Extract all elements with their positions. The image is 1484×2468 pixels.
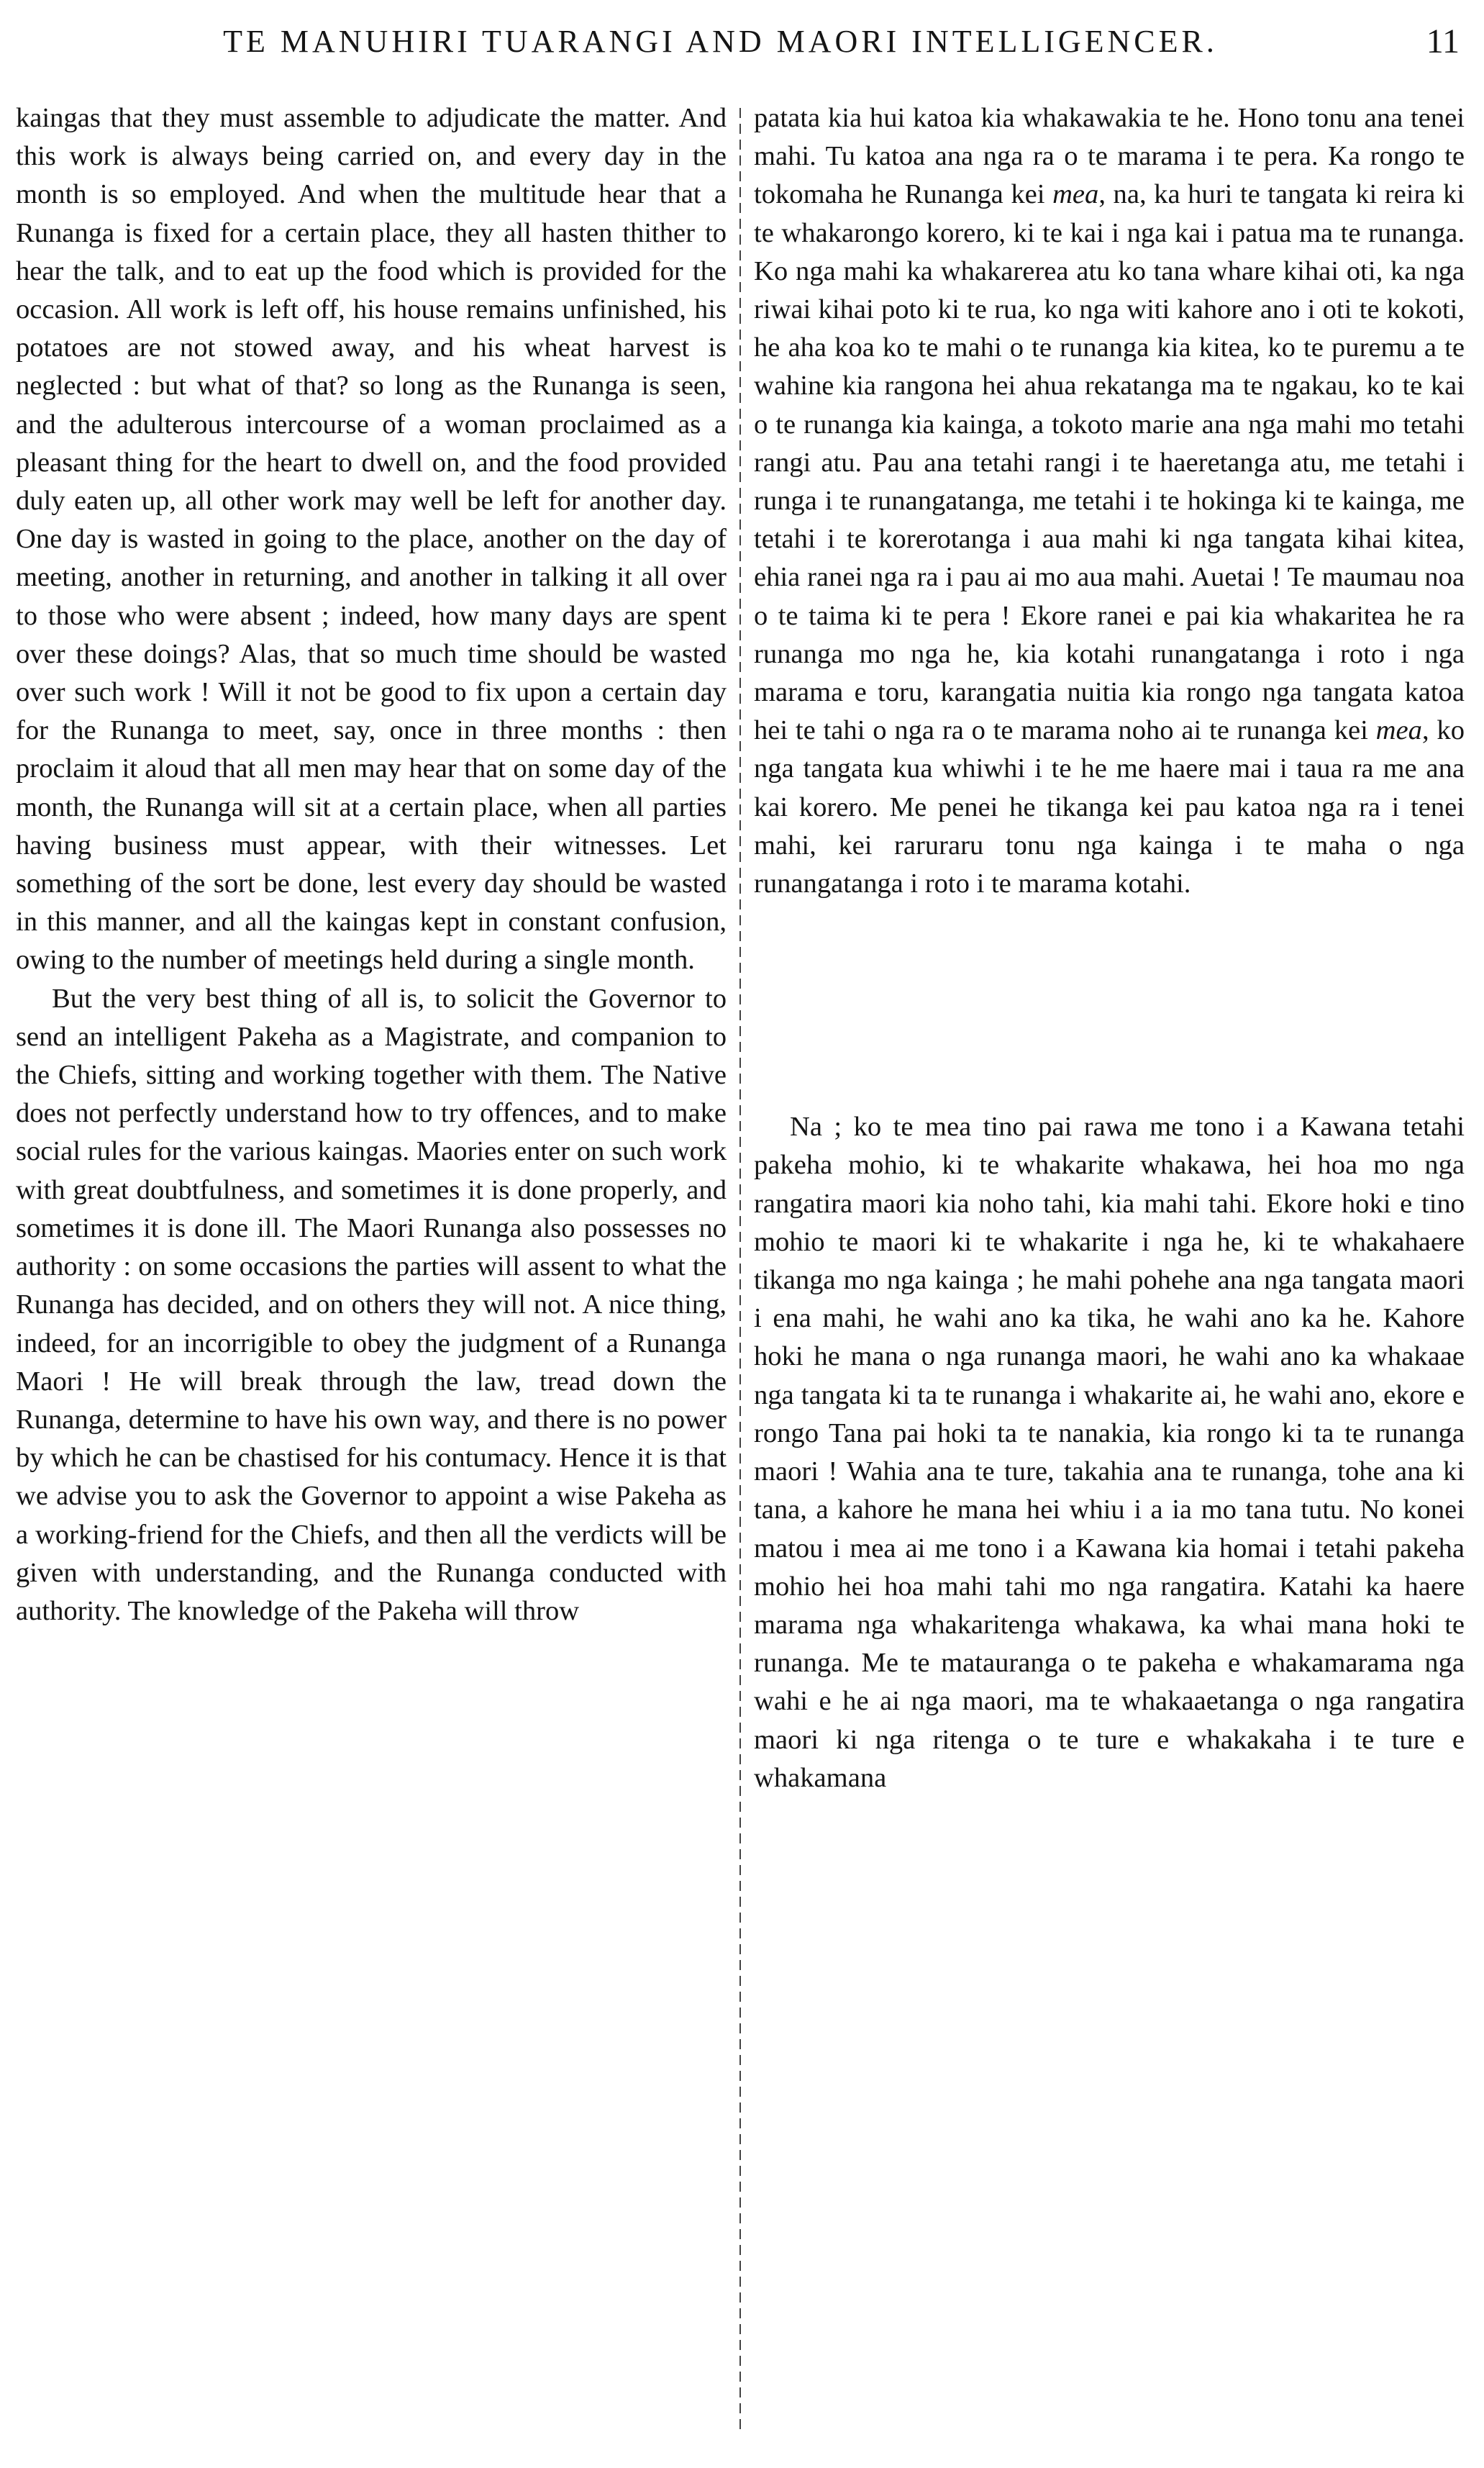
maori-text: , na, ka huri te tangata ki reira ki te whakarongo korero, ki te kai i nga kai i patua ma te runanga. Ko nga mahi ka whakarerea atu ko tana whare kihai oti, ka nga riwai kihai poto ki te rua, ko nga witi kahore ano i oti te kokoti, he aha koa ko te mahi o te runanga kia kitea, ko te puremu a te wahine kia rangona hei ahua rekatanga ma te ngakau, ko te kai o te runanga kia kainga, a tokoto marie ana nga mahi mo tetahi rangi atu. Pau ana tetahi rangi i te haeretanga atu, me tetahi i runga i te runangatanga, me tetahi i te hokinga ki te kainga, me tetahi i te korerotanga i aua mahi ki nga tangata kihai kitea, ehia ranei nga ra i pau ai mo aua mahi. Auetai ! Te maumau noa o te taima ki te pera ! Ekore ranei e pai kia whakaritea he ra runanga mo nga he, kia kotahi runangatanga i roto i nga marama e toru, karangatia nuitia kia rongo nga tangata katoa hei te tahi o nga ra o te marama noho ai te runanga kei xyxy=(754,179,1465,746)
english-column xyxy=(16,99,727,2459)
english-paragraph: But the very best thing of all is, to solicit the Governor to send an intelligent Pakeha as a Magistrate, and companion to the Chiefs, sitting and working together with them. The Native does not perfectly understand how to try offences, and to make social rules for the various kaingas. Maories enter on such work with great doubtfulness, and sometimes it is done properly, and sometimes it is done ill. The Maori Runanga also possesses no authority : on some occasions the parties will assent to what the Runanga has decided, and on others they will not. A nice thing, indeed, for an incorrigible to obey the judgment of a Runanga Maori ! He will break through the law, tread down the Runanga, determine to have his own way, and there is no power by which he can be chastised for his contumacy. Hence it is that we advise you to ask the Governor to appoint a wise Pakeha as a working-friend for the Chiefs, and then all the verdicts will be given with understanding, and the Runanga conducted with authority. The knowledge of the Pakeha will throw xyxy=(16,983,727,1626)
maori-paragraph: Na ; ko te mea tino pai rawa me tono i a Kawana tetahi pakeha mohio, ki te whakarite whakawa, hei hoa mo nga rangatira maori kia noho tahi, kia mahi tahi. Ekore hoki e tino mohio te maori ki te whakarite i nga he, ki te whakahaere tikanga mo nga kainga ; he mahi pohehe ana nga tangata maori i ena mahi, he wahi ano ka tika, he wahi ano ka he. Kahore hoki he mana o nga runanga maori, he wahi ano ka whakaae nga tangata ki ta te runanga i whakarite ai, he wahi ano, ekore e rongo Tana pai hoki ta te nanakia, kia rongo ki ta te runanga maori ! Wahia ana te ture, takahia ana te runanga, tohe ana ki tana, a kahore he mana hei whiu i a ia mo tana tutu. No konei matou i mea ai me tono i a Kawana kia homai i tetahi pakeha mohio hei hoa mahi tahi mo nga rangatira. Katahi ka haere marama nga whakaritenga whakawa, ka whai mana hoki te runanga. Me te matauranga o te pakeha e whakamarama nga wahi e he ai nga maori, ma te whakaaetanga o nga rangatira maori ki nga ritenga o te ture e whakakaha i te ture e whakamana xyxy=(754,1112,1465,1793)
maori-italic-text: mea xyxy=(1375,715,1422,746)
column-spacer xyxy=(754,903,1465,1108)
newspaper-title: TE MANUHIRI TUARANGI AND MAORI INTELLIGENCER. xyxy=(223,24,1218,59)
maori-italic-text: mea xyxy=(1052,179,1099,210)
maori-text: patata kia hui katoa kia whakawakia te he. Hono tonu ana tenei mahi. Tu katoa ana nga ra o te marama i te pera. Ka rongo te tokomaha he Runanga kei xyxy=(754,103,1465,210)
maori-text: , ko nga tangata kua whiwhi i te he me haere mai i taua ra me ana kai korero. Me penei he tikanga kei pau katoa nga ra i tenei mahi, kei raruraru tonu nga kainga i te maha o nga runangatanga i roto i te marama kotahi. xyxy=(754,715,1465,899)
maori-column xyxy=(754,99,1465,2459)
column-divider xyxy=(739,108,741,2432)
page-header xyxy=(0,0,1484,86)
english-paragraph: kaingas that they must assemble to adjudicate the matter. And this work is always being carried on, and every day in the month is so employed. And when the multitude hear that a Runanga is fixed for a certain place, they all hasten thither to hear the talk, and to eat up the food which is provided for the occasion. All work is left off, his house remains unfinished, his potatoes are not stowed away, and his wheat harvest is neglected : but what of that? so long as the Runanga is seen, and the adulterous intercourse of a woman proclaimed as a pleasant thing for the heart to dwell on, and the food provided duly eaten up, all other work may well be left for another day. One day is wasted in going to the place, another on the day of meeting, another in returning, and another in talking it all over to those who were absent ; indeed, how many days are spent over these doings? Alas, that so much time should be wasted over such work ! Will it not be good to fix upon a certain day for the Runanga to meet, say, once in three months : then proclaim it aloud that all men may hear that on some day of the month, the Runanga will sit at a certain place, when all parties having business must appear, with their witnesses. Let something of the sort be done, lest every day should be wasted in this manner, and all the kaingas kept in constant confusion, owing to the number of meetings held during a single month. xyxy=(16,103,727,976)
page-number: 11 xyxy=(1426,22,1460,60)
maori-paragraph xyxy=(754,99,1465,903)
